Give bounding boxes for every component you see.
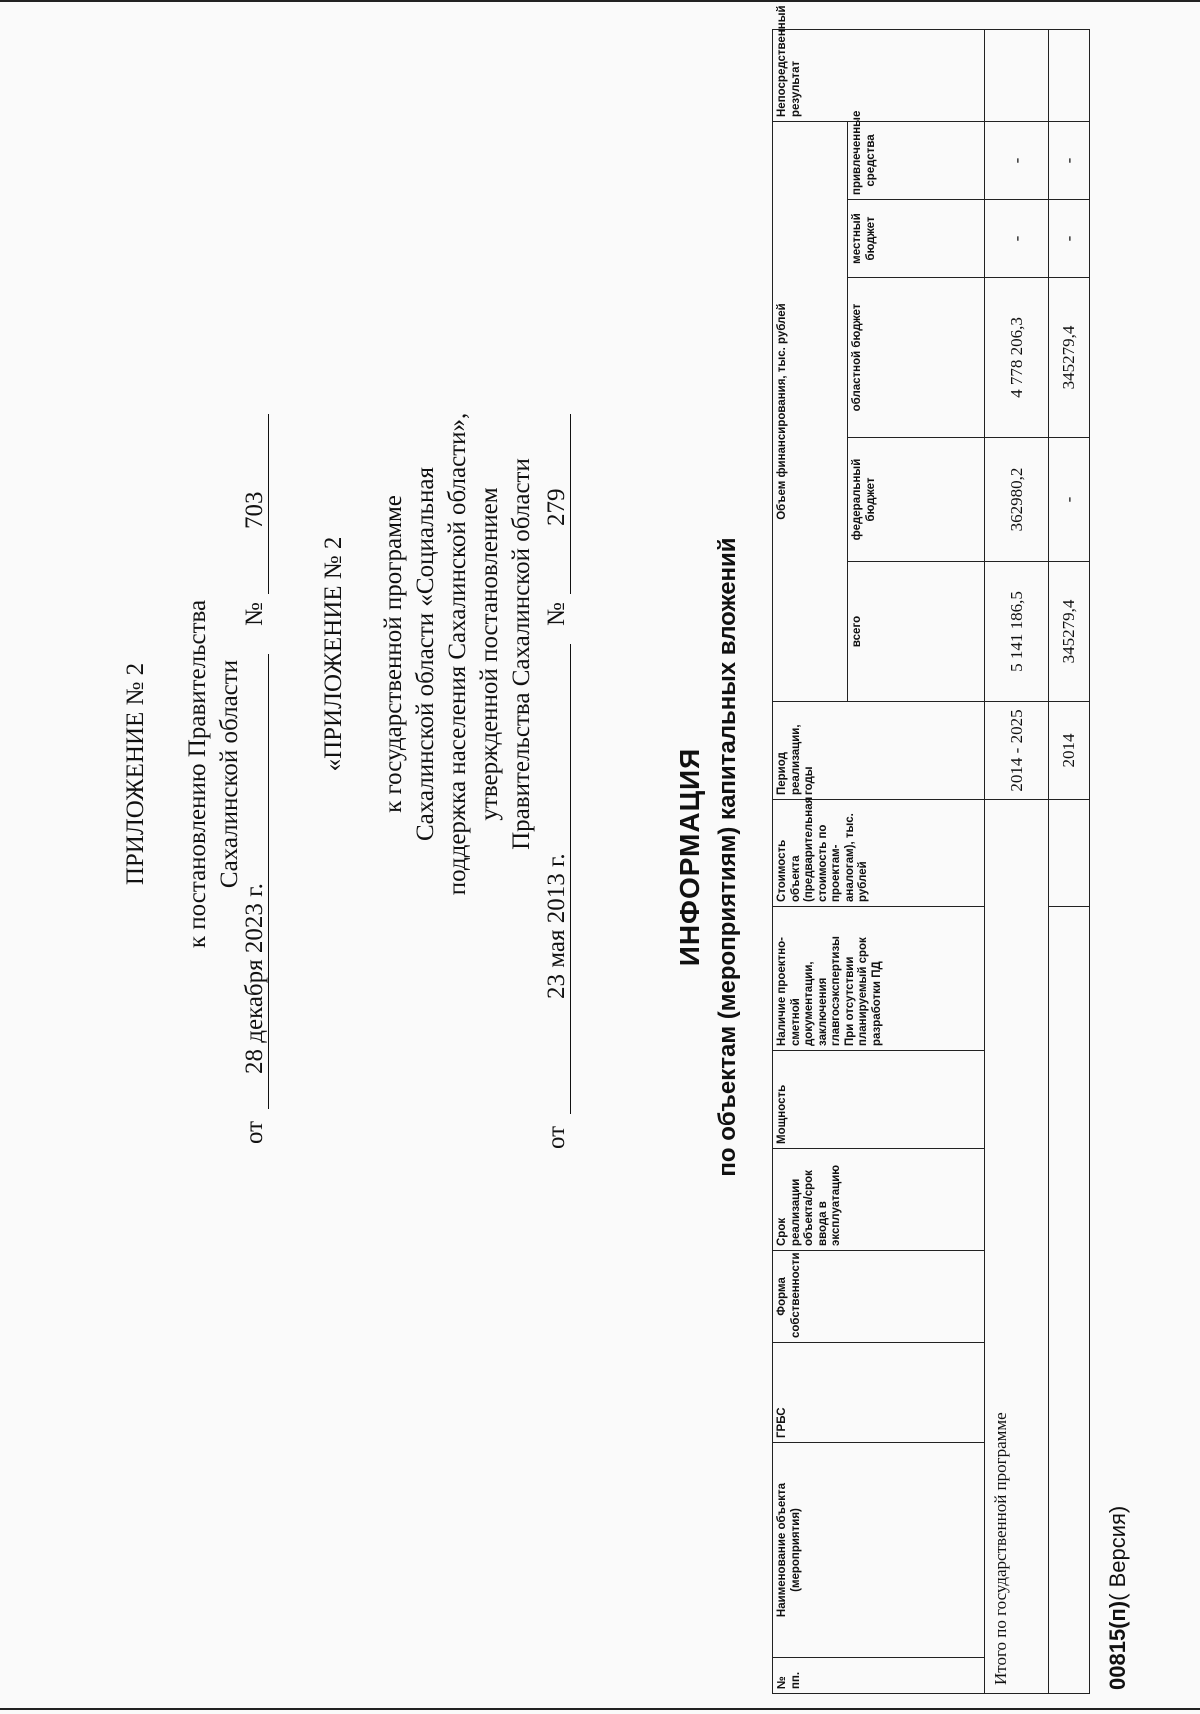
- header-cost: Стоимость объекта (предварительная стоимость по проектам-аналогам), тыс. рублей: [773, 800, 985, 907]
- cell-regional: 345279,4: [1049, 278, 1090, 438]
- cell-period: 2014: [1049, 702, 1090, 800]
- header-attracted: привлеченные средства: [848, 122, 985, 200]
- appendix-line2: Сахалинской области: [216, 659, 243, 889]
- cell-federal: 362980,2: [985, 438, 1049, 562]
- cell-period: 2014 - 2025: [985, 702, 1049, 800]
- program-appendix-from-label: от: [543, 1125, 570, 1149]
- appendix-title: ПРИЛОЖЕНИЕ № 2: [122, 662, 149, 886]
- header-federal: федеральный бюджет: [848, 438, 985, 562]
- appendix-date: 28 декабря 2023 г.: [241, 883, 268, 1074]
- version-code-number: 00815(п): [1105, 1600, 1130, 1690]
- version-code: [1104, 1506, 1132, 1690]
- cell-total: 345279,4: [1049, 562, 1090, 702]
- program-appendix-block: [318, 364, 570, 1149]
- appendix-block: [120, 491, 268, 1144]
- appendix-number-label: №: [241, 602, 268, 626]
- cell-federal: -: [1049, 438, 1090, 562]
- appendix-date-row: [238, 491, 272, 1144]
- cell-regional: 4 778 206,3: [985, 278, 1049, 438]
- capital-investments-table: [772, 5, 1090, 1694]
- header-ownership: Форма собственности: [773, 1251, 985, 1343]
- header-capacity: Мощность: [773, 1051, 985, 1149]
- appendix-from-label: от: [241, 1120, 268, 1144]
- cell-local: -: [985, 200, 1049, 278]
- header-funding: Объем финансирования, тыс. рублей: [773, 122, 848, 702]
- header-name: Наименование объекта (мероприятия): [773, 1443, 985, 1658]
- cell-result: [1049, 30, 1090, 122]
- program-appendix-line1: к государственной программе: [380, 495, 407, 813]
- program-appendix-line2: Сахалинской области «Социальная: [412, 467, 439, 842]
- table-row: [985, 30, 1049, 1694]
- header-regional: областной бюджет: [848, 278, 985, 438]
- cell-cost: [1049, 800, 1090, 907]
- header-term: Срок реализации объекта/срок ввода в эксплуатацию: [773, 1149, 985, 1251]
- program-appendix-date: 23 мая 2013 г.: [543, 853, 570, 999]
- cell-name: Итого по государственной программе: [985, 800, 1049, 1694]
- program-appendix-line5: Правительства Сахалинской области: [508, 458, 535, 850]
- cell-blank: [1049, 907, 1090, 1694]
- header-total: всего: [848, 562, 985, 702]
- cell-result: [985, 30, 1049, 122]
- header-num: № пп.: [773, 1658, 985, 1694]
- appendix-line1: к постановлению Правительства: [184, 599, 211, 949]
- cell-attracted: -: [1049, 122, 1090, 200]
- program-appendix-number-label: №: [543, 602, 570, 626]
- program-appendix-title: «ПРИЛОЖЕНИЕ № 2: [320, 536, 347, 772]
- appendix-number: 703: [241, 491, 268, 529]
- header-grbs: ГРБС: [773, 1343, 985, 1443]
- program-appendix-line3: поддержка населения Сахалинской области»,: [444, 412, 471, 896]
- document-title: ИНФОРМАЦИЯ: [674, 747, 705, 967]
- cell-attracted: -: [985, 122, 1049, 200]
- header-period: Период реализации, годы: [773, 702, 985, 800]
- version-code-suffix: ( Версия): [1105, 1505, 1130, 1601]
- program-appendix-line4: утвержденной постановлением: [476, 487, 503, 821]
- cell-total: 5 141 186,5: [985, 562, 1049, 702]
- document-subtitle: по объектам (мероприятиям) капитальных вложений: [714, 537, 741, 1177]
- header-psd: Наличие проектно-сметной документации, заключения главгосэкспертизы При отсутствии планируемый срок разработки ПД: [773, 907, 985, 1051]
- cell-local: -: [1049, 200, 1090, 278]
- header-local: местный бюджет: [848, 200, 985, 278]
- table-row: [1049, 30, 1090, 1694]
- header-result: Непосредственный результат: [773, 30, 985, 122]
- program-appendix-number: 279: [543, 488, 570, 526]
- program-appendix-date-row: [540, 364, 574, 1149]
